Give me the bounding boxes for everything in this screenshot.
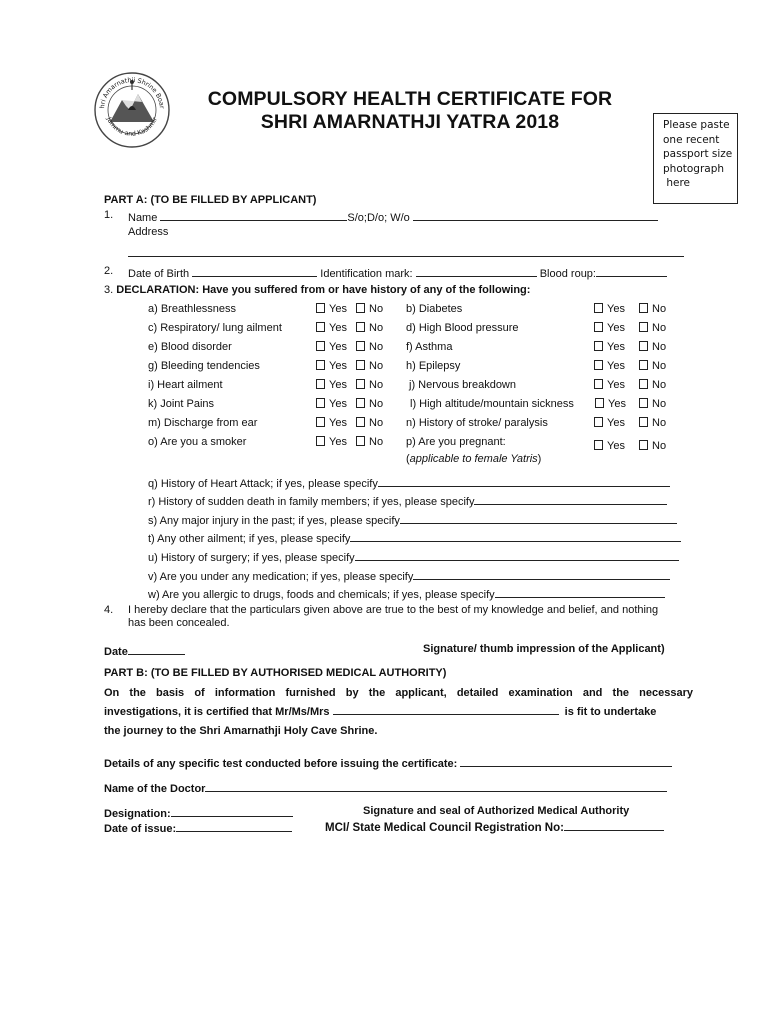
seal-label: Signature and seal of Authorized Medical Authority xyxy=(363,805,630,817)
name-row xyxy=(128,209,658,224)
checkbox-no-i[interactable] xyxy=(356,379,365,389)
designation-field[interactable] xyxy=(171,805,293,817)
photo-box-line: here xyxy=(663,177,690,190)
no-label: No xyxy=(369,322,384,334)
no-option-b[interactable] xyxy=(639,303,666,315)
address-field[interactable] xyxy=(128,256,684,257)
doctor-label: Name of the Doctor xyxy=(104,783,206,795)
no-label: No xyxy=(652,341,667,353)
checkbox-no-p[interactable] xyxy=(639,440,648,450)
checkbox-yes-p[interactable] xyxy=(594,440,603,450)
checkbox-yes-n[interactable] xyxy=(594,417,603,427)
checkbox-yes-m[interactable] xyxy=(316,417,325,427)
logo-text-bottom: Jammu and Kashmir xyxy=(104,115,160,138)
no-option-k[interactable] xyxy=(356,398,383,410)
question-l: l) High altitude/mountain sickness xyxy=(410,398,574,410)
no-label: No xyxy=(369,360,384,372)
specify-label-q: q) History of Heart Attack; if yes, please specify xyxy=(148,478,378,490)
no-label: No xyxy=(369,341,384,353)
specify-field-r[interactable] xyxy=(474,493,667,505)
certified-label: investigations, it is certified that Mr/Ms/Mrs xyxy=(104,706,330,718)
question-c: c) Respiratory/ lung ailment xyxy=(148,322,282,334)
no-label: No xyxy=(652,322,667,334)
pregnancy-note-text: applicable to female Yatris xyxy=(409,453,538,465)
patient-name-field[interactable] xyxy=(333,703,559,715)
yes-option-g[interactable] xyxy=(316,360,347,372)
registration-label: MCI/ State Medical Council Registration No: xyxy=(325,822,564,834)
checkbox-yes-h[interactable] xyxy=(594,360,603,370)
yes-label: Yes xyxy=(329,303,347,315)
checkbox-yes-f[interactable] xyxy=(594,341,603,351)
id-mark-field[interactable] xyxy=(416,265,537,277)
no-label: No xyxy=(652,303,667,315)
yes-label: Yes xyxy=(607,303,625,315)
part-b-para-line3: the journey to the Shri Amarnathji Holy Cave Shrine. xyxy=(104,725,378,737)
yes-option-f[interactable] xyxy=(594,341,625,353)
item4-number: 4. xyxy=(104,604,114,616)
date-issue-row xyxy=(104,820,292,835)
date-row xyxy=(104,643,185,658)
photo-box-line: one recent xyxy=(663,133,720,146)
applicant-signature-label: Signature/ thumb impression of the Applicant) xyxy=(423,643,665,655)
no-label: No xyxy=(369,417,384,429)
photo-box[interactable] xyxy=(653,113,738,204)
no-label: No xyxy=(369,379,384,391)
relation-label: S/o;D/o; W/o xyxy=(347,212,410,224)
checkbox-yes-g[interactable] xyxy=(316,360,325,370)
checkbox-no-d[interactable] xyxy=(639,322,648,332)
no-option-h[interactable] xyxy=(639,360,666,372)
no-option-a[interactable] xyxy=(356,303,383,315)
question-m: m) Discharge from ear xyxy=(148,417,258,429)
question-h: h) Epilepsy xyxy=(406,360,461,372)
checkbox-no-h[interactable] xyxy=(639,360,648,370)
item4-line1: I hereby declare that the particulars given above are true to the best of my knowledge and belief, and nothing xyxy=(128,604,659,616)
date-issue-field[interactable] xyxy=(176,820,292,832)
specify-label-u: u) History of surgery; if yes, please specify xyxy=(148,552,355,564)
checkbox-no-j[interactable] xyxy=(639,379,648,389)
specify-row-r xyxy=(148,493,667,508)
part-b-heading: PART B: (TO BE FILLED BY AUTHORISED MEDICAL AUTHORITY) xyxy=(104,667,447,679)
question-n: n) History of stroke/ paralysis xyxy=(406,417,548,429)
part-a-heading: PART A: (TO BE FILLED BY APPLICANT) xyxy=(104,194,317,206)
yes-label: Yes xyxy=(607,341,625,353)
specify-row-v xyxy=(148,568,670,583)
checkbox-no-l[interactable] xyxy=(639,398,648,408)
specify-label-s: s) Any major injury in the past; if yes, please specify xyxy=(148,515,400,527)
date-field[interactable] xyxy=(128,643,185,655)
yes-option-m[interactable] xyxy=(316,417,347,429)
declaration-row xyxy=(104,284,530,296)
question-e: e) Blood disorder xyxy=(148,341,232,353)
no-option-f[interactable] xyxy=(639,341,666,353)
specify-label-r: r) History of sudden death in family members; if yes, please specify xyxy=(148,496,475,508)
item2-number: 2. xyxy=(104,265,114,277)
name-label: Name xyxy=(128,212,158,224)
item4-line2: has been concealed. xyxy=(128,617,230,629)
checkbox-no-k[interactable] xyxy=(356,398,365,408)
declaration-text: Have you suffered from or have history of any of the following: xyxy=(202,284,531,296)
no-label: No xyxy=(652,417,667,429)
photo-box-line: Please paste xyxy=(663,119,730,131)
checkbox-yes-d[interactable] xyxy=(594,322,603,332)
yes-label: Yes xyxy=(329,436,347,448)
checkbox-no-b[interactable] xyxy=(639,303,648,313)
no-label: No xyxy=(369,436,384,448)
yes-option-o[interactable] xyxy=(316,436,347,448)
registration-field[interactable] xyxy=(564,819,664,831)
checkbox-yes-a[interactable] xyxy=(316,303,325,313)
declaration-number: 3. xyxy=(104,284,114,296)
yes-label: Yes xyxy=(329,322,347,334)
specify-field-v[interactable] xyxy=(413,568,670,580)
no-label: No xyxy=(652,360,667,372)
yes-option-b[interactable] xyxy=(594,303,625,315)
no-option-n[interactable] xyxy=(639,417,666,429)
yes-label: Yes xyxy=(608,398,626,410)
dob-field[interactable] xyxy=(192,265,317,277)
checkbox-no-o[interactable] xyxy=(356,436,365,446)
logo-text-top: hri Amarnathji Shrine Boar xyxy=(98,75,166,109)
details-field[interactable] xyxy=(460,755,672,767)
checkbox-no-m[interactable] xyxy=(356,417,365,427)
no-option-g[interactable] xyxy=(356,360,383,372)
part-b-para-line2 xyxy=(104,703,693,722)
photo-box-line: passport size xyxy=(663,148,733,161)
no-option-l[interactable] xyxy=(639,398,666,410)
checkbox-no-a[interactable] xyxy=(356,303,365,313)
checkbox-yes-l[interactable] xyxy=(595,398,604,408)
no-label: No xyxy=(652,398,667,410)
question-i: i) Heart ailment xyxy=(148,379,223,391)
yes-option-a[interactable] xyxy=(316,303,347,315)
yes-option-i[interactable] xyxy=(316,379,347,391)
specify-label-w: w) Are you allergic to drugs, foods and chemicals; if yes, please specify xyxy=(148,589,495,601)
relation-field[interactable] xyxy=(413,209,658,221)
checkbox-yes-c[interactable] xyxy=(316,322,325,332)
yes-label: Yes xyxy=(607,360,625,372)
checkbox-no-e[interactable] xyxy=(356,341,365,351)
no-option-m[interactable] xyxy=(356,417,383,429)
yes-label: Yes xyxy=(607,417,625,429)
designation-label: Designation: xyxy=(104,808,171,820)
no-option-i[interactable] xyxy=(356,379,383,391)
checkbox-no-n[interactable] xyxy=(639,417,648,427)
id-mark-label: Identification mark: xyxy=(320,268,413,280)
doctor-field[interactable] xyxy=(205,780,667,792)
specify-label-t: t) Any other ailment; if yes, please specify xyxy=(148,533,351,545)
dob-label: Date of Birth xyxy=(128,268,190,280)
checkbox-no-g[interactable] xyxy=(356,360,365,370)
yes-label: Yes xyxy=(329,360,347,372)
yes-option-n[interactable] xyxy=(594,417,625,429)
yes-label: Yes xyxy=(607,379,625,391)
designation-row xyxy=(104,805,293,820)
certificate-title-line2: SHRI AMARNATHJI YATRA 2018 xyxy=(260,111,560,133)
checkbox-yes-k[interactable] xyxy=(316,398,325,408)
details-row xyxy=(104,755,672,770)
no-label: No xyxy=(369,303,384,315)
no-option-p[interactable] xyxy=(639,440,666,452)
item1-number: 1. xyxy=(104,209,114,221)
name-field[interactable] xyxy=(160,209,347,221)
yes-label: Yes xyxy=(329,379,347,391)
no-option-c[interactable] xyxy=(356,322,383,334)
yes-label: Yes xyxy=(607,322,625,334)
no-option-o[interactable] xyxy=(356,436,383,448)
yes-option-l[interactable] xyxy=(595,398,626,410)
specify-row-u xyxy=(148,549,679,564)
checkbox-yes-j[interactable] xyxy=(594,379,603,389)
part-b-para-line1: On the basis of information furnished by the applicant, detailed examination and the necessary xyxy=(104,687,693,699)
question-o: o) Are you a smoker xyxy=(148,436,247,448)
question-j: j) Nervous breakdown xyxy=(409,379,516,391)
specify-label-v: v) Are you under any medication; if yes, please specify xyxy=(148,571,414,583)
specify-field-u[interactable] xyxy=(355,549,679,561)
checkbox-no-c[interactable] xyxy=(356,322,365,332)
no-option-j[interactable] xyxy=(639,379,666,391)
doctor-row xyxy=(104,780,667,795)
question-k: k) Joint Pains xyxy=(148,398,215,410)
address-label: Address xyxy=(128,226,169,238)
yes-option-k[interactable] xyxy=(316,398,347,410)
yes-option-e[interactable] xyxy=(316,341,347,353)
specify-row-t xyxy=(148,530,681,545)
specify-field-q[interactable] xyxy=(378,475,670,487)
question-b: b) Diabetes xyxy=(406,303,463,315)
question-g: g) Bleeding tendencies xyxy=(148,360,260,372)
dob-row xyxy=(128,265,667,280)
yes-label: Yes xyxy=(329,417,347,429)
question-p: p) Are you pregnant: xyxy=(406,436,506,448)
specify-field-t[interactable] xyxy=(350,530,681,542)
specify-field-s[interactable] xyxy=(400,512,677,524)
yes-label: Yes xyxy=(329,341,347,353)
checkbox-yes-e[interactable] xyxy=(316,341,325,351)
photo-box-line: photograph xyxy=(663,162,725,175)
checkbox-yes-b[interactable] xyxy=(594,303,603,313)
date-label: Date xyxy=(104,646,128,658)
yes-label: Yes xyxy=(329,398,347,410)
yes-option-j[interactable] xyxy=(594,379,625,391)
blood-group-label: Blood roup: xyxy=(539,268,596,280)
checkbox-yes-i[interactable] xyxy=(316,379,325,389)
declaration-label: DECLARATION: xyxy=(116,284,200,296)
date-issue-label: Date of issue: xyxy=(104,823,177,835)
question-a: a) Breathlessness xyxy=(148,303,237,315)
yes-option-h[interactable] xyxy=(594,360,625,372)
no-label: No xyxy=(652,440,667,452)
question-d: d) High Blood pressure xyxy=(406,322,519,334)
specify-row-w xyxy=(148,586,665,601)
pregnancy-note-open: ( xyxy=(406,453,410,465)
pregnancy-note-close: ) xyxy=(537,453,542,465)
no-label: No xyxy=(652,379,667,391)
no-option-d[interactable] xyxy=(639,322,666,334)
no-label: No xyxy=(369,398,384,410)
specify-row-s xyxy=(148,512,677,527)
yes-option-p[interactable] xyxy=(594,440,625,452)
fit-label: is fit to undertake xyxy=(564,706,657,718)
pregnancy-note xyxy=(406,453,541,465)
checkbox-yes-o[interactable] xyxy=(316,436,325,446)
registration-row xyxy=(325,819,664,834)
no-option-e[interactable] xyxy=(356,341,383,353)
yes-option-d[interactable] xyxy=(594,322,625,334)
certificate-title-line1: COMPULSORY HEALTH CERTIFICATE FOR xyxy=(207,88,613,110)
yes-label: Yes xyxy=(607,440,625,452)
checkbox-no-f[interactable] xyxy=(639,341,648,351)
specify-field-w[interactable] xyxy=(495,586,665,598)
details-label: Details of any specific test conducted before issuing the certificate: xyxy=(104,758,458,770)
question-f: f) Asthma xyxy=(406,341,453,353)
yes-option-c[interactable] xyxy=(316,322,347,334)
blood-group-field[interactable] xyxy=(596,265,667,277)
specify-row-q xyxy=(148,475,670,490)
